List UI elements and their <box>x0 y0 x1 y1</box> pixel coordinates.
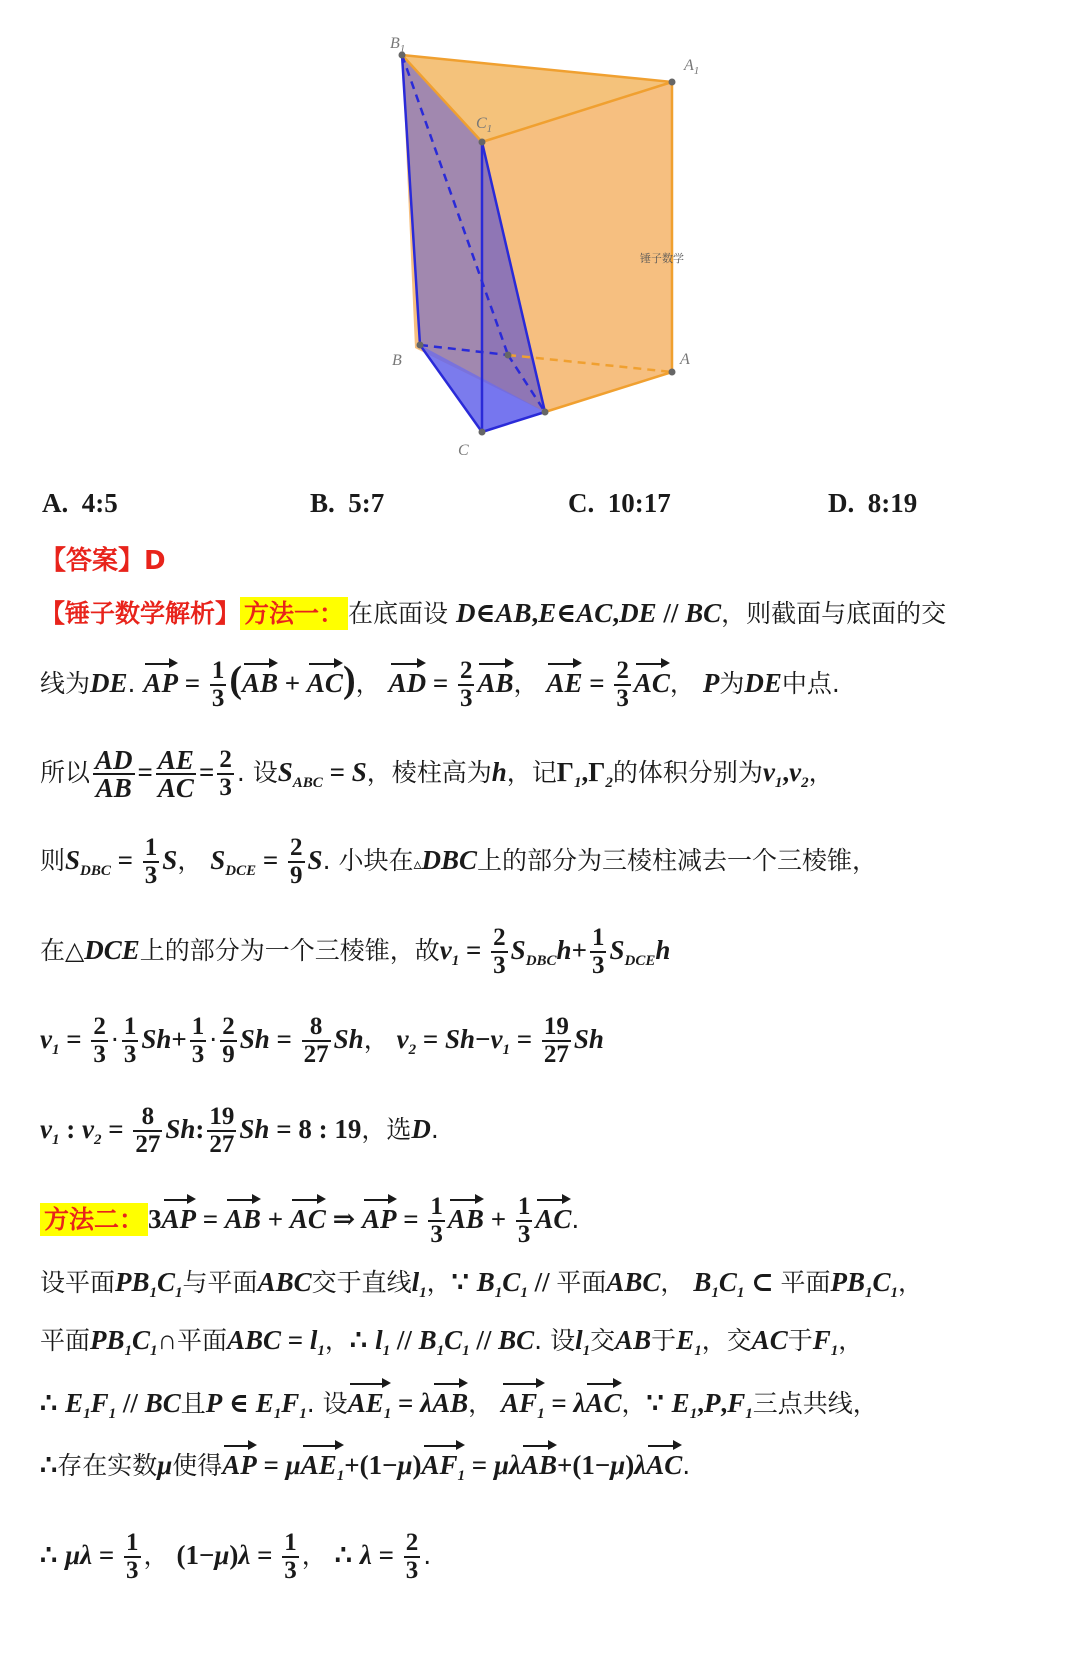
option-c: C. 10:17 <box>568 488 671 518</box>
option-d: D. 8:19 <box>828 488 918 518</box>
method-one-label: 方法一： <box>240 597 348 630</box>
solution-line-6: $v_1$ = $\frac{2}{3}$ · $\frac{1}{3}$ Sh+ $\frac{1}{3}$ · $\frac{2}{9}$ Sh = $\frac{8}{27}$ Sh， $v_2 = Sh-v_1$ = $\frac{19}{27}$ Sh <box>40 1013 604 1068</box>
solution-line-12: ∴存在实数μ使得AP = $\mu AE_1+(1-\mu)AF_1 = \mu\lambda AB+(1-\mu)\lambda AC$. <box>40 1448 1060 1493</box>
solution-line-7: $v_1$ : $v_2$ = $\frac{8}{27}$ Sh: $\frac{19}{27}$ Sh = 8 : 19，选D. <box>40 1103 439 1158</box>
solution-line-11: ∴ $E_1F_1$ // BC且P ∈ $E_1F_1$. 设$AE_1 = \lambda AB$， $AF_1 = \lambda AC$，∵ $E_1,P,F_1$三点共线， <box>40 1386 1060 1431</box>
watermark-text: 锤子数学 <box>640 252 684 265</box>
solution-line-9: 设平面$PB_1C_1$与平面ABC交于直线$l_1$，∵ $B_1C_1$ // 平面ABC， $B_1C_1$ ⊂ 平面$PB_1C_1$， <box>40 1267 924 1301</box>
svg-text:A: A <box>680 351 690 368</box>
svg-text:B: B <box>392 352 402 369</box>
option-b: B. 5:7 <box>310 488 385 518</box>
solution-line-3: 所以 $\frac{AD}{AB}$ = $\frac{AE}{AC}$ = $\frac{2}{3}$ . 设$S_{ABC} = S$，棱柱高为h，记$\Gamma_1,\Gamma_2$的体积分别为$v_1,v_2$， <box>40 745 834 803</box>
solution-line-10: 平面$PB_1C_1\cap$平面ABC = $l_1$，∴ $l_1 // B_1C_1$ // BC. 设$l_1$交AB于$E_1$，交AC于$F_1$， <box>40 1325 864 1359</box>
solution-line-13: ∴ μλ = $\frac{1}{3}$ ， (1−μ)λ = $\frac{1}{3}$ ， ∴ λ = $\frac{2}{3}$ . <box>40 1529 432 1584</box>
solution-line-2: 线为DE. AP = $\frac{1}{3}$ (AB + AC)， AD = $\frac{2}{3}$ AB， AE = $\frac{2}{3}$ AC， P为DE中点. <box>40 657 840 712</box>
solution-header: 【锤子数学解析】 <box>40 599 241 628</box>
option-a: A. 4:5 <box>42 488 118 518</box>
answer-line: 【答案】D <box>40 546 166 576</box>
svg-text:C: C <box>458 442 469 459</box>
svg-text:B1: $B_1$ <box>390 35 406 55</box>
solution-line-5: 在△DCE上的部分为一个三棱锥，故$v_1$ = $\frac{2}{3}$ $S_{DBC}h+$ $\frac{1}{3}$ $S_{DCE}h$ <box>40 924 671 979</box>
answer-options <box>0 488 1080 528</box>
solution-line-1: 【锤子数学解析】 方法一： 在底面设 D∈AB,E∈AC,DE // BC，则截面与底面的交 <box>40 598 947 628</box>
solution-line-4: 则$S_{DBC}$ = $\frac{1}{3}$ S， $S_{DCE}$ = $\frac{2}{9}$ S. 小块在▵DBC上的部分为三棱柱减去一个三棱锥， <box>40 834 878 889</box>
svg-text:A1: $A_1$ <box>684 57 700 77</box>
svg-text:C1: $C_1$ <box>476 115 493 135</box>
prism-figure <box>0 0 1080 470</box>
solution-line-8: 方法二： 3AP = AB + AC ⇒ AP = $\frac{1}{3}$ AB + $\frac{1}{3}$ AC. <box>40 1194 1060 1248</box>
method-two-label: 方法二： <box>40 1203 148 1236</box>
